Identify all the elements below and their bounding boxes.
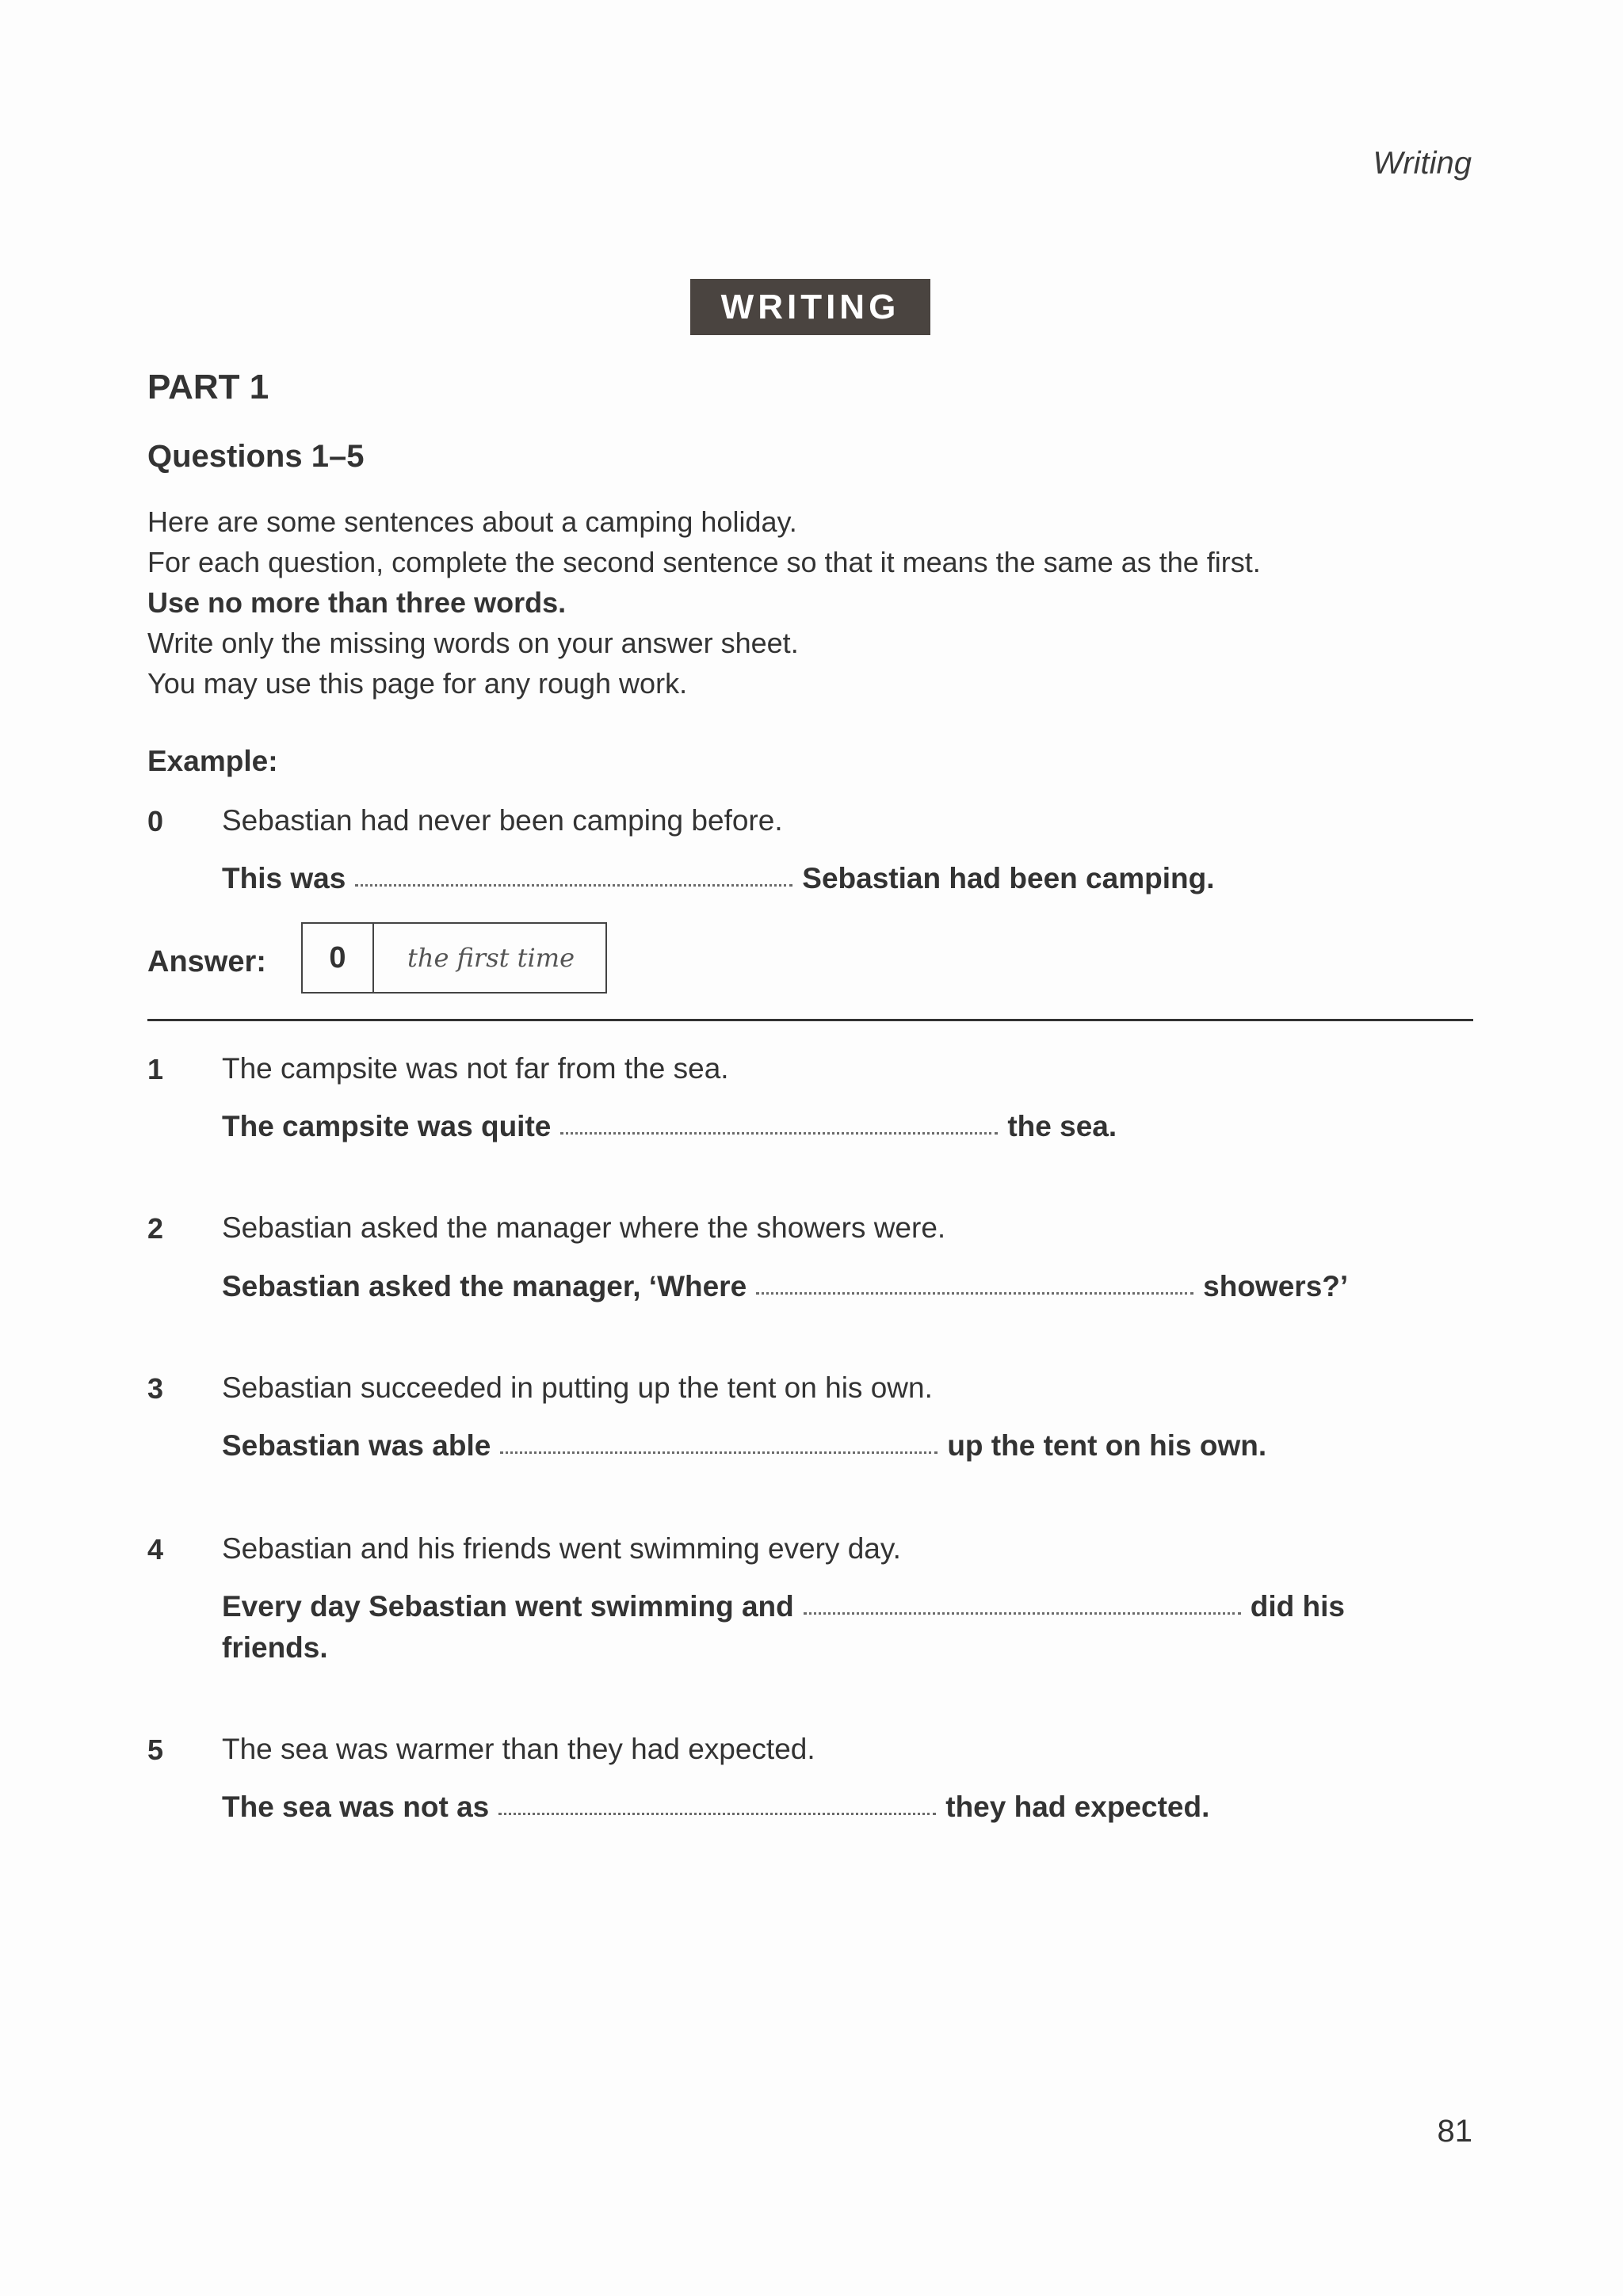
divider xyxy=(147,1019,1473,1021)
question-number: 1 xyxy=(147,1053,164,1085)
question-transform xyxy=(222,1429,1266,1463)
question-sentence: Sebastian asked the manager where the showers were. xyxy=(222,1211,946,1244)
question-prefix: The sea was not as xyxy=(222,1791,490,1823)
question-number: 4 xyxy=(147,1533,164,1566)
example-suffix: Sebastian had been camping. xyxy=(802,862,1215,894)
question-prefix: Sebastian asked the manager, ‘Where xyxy=(222,1270,747,1302)
question-number: 2 xyxy=(147,1212,164,1245)
answer-box xyxy=(301,922,607,994)
answer-blank[interactable] xyxy=(560,1130,998,1135)
question-suffix: up the tent on his own. xyxy=(947,1429,1267,1462)
section-banner: WRITING xyxy=(690,279,930,335)
question-prefix: Sebastian was able xyxy=(222,1429,491,1462)
question-suffix: the sea. xyxy=(1007,1110,1117,1142)
question-transform xyxy=(222,1791,1209,1824)
question-continuation xyxy=(222,1631,328,1665)
question-suffix: showers?’ xyxy=(1203,1270,1349,1302)
answer-blank[interactable] xyxy=(804,1610,1241,1615)
instruction-line: Write only the missing words on your answer sheet. xyxy=(147,627,799,659)
example-transform xyxy=(222,862,1214,895)
example-number: 0 xyxy=(147,805,164,837)
instruction-line-emphasis: Use no more than three words. xyxy=(147,586,567,619)
question-number: 3 xyxy=(147,1372,164,1405)
question-continuation-text: friends. xyxy=(222,1631,328,1664)
question-prefix: The campsite was quite xyxy=(222,1110,552,1142)
question-sentence: The sea was warmer than they had expected. xyxy=(222,1733,815,1765)
question-number: 5 xyxy=(147,1733,164,1766)
question-transform xyxy=(222,1590,1345,1623)
example-sentence: Sebastian had never been camping before. xyxy=(222,804,783,837)
part-title: PART 1 xyxy=(147,368,269,406)
instruction-line: For each question, complete the second sentence so that it means the same as the first. xyxy=(147,546,1261,578)
question-transform xyxy=(222,1270,1348,1303)
example-answer-blank xyxy=(355,882,792,887)
question-prefix: Every day Sebastian went swimming and xyxy=(222,1590,794,1623)
answer-blank[interactable] xyxy=(500,1449,938,1454)
example-label: Example: xyxy=(147,745,278,777)
answer-blank[interactable] xyxy=(498,1810,936,1815)
answer-blank[interactable] xyxy=(756,1290,1193,1295)
questions-range: Questions 1–5 xyxy=(147,439,365,474)
question-sentence: Sebastian succeeded in putting up the tent on his own. xyxy=(222,1371,933,1404)
page-number: 81 xyxy=(1437,2114,1472,2149)
instruction-line: You may use this page for any rough work. xyxy=(147,667,688,700)
question-sentence: Sebastian and his friends went swimming every day. xyxy=(222,1532,901,1565)
question-suffix: they had expected. xyxy=(945,1791,1210,1823)
running-head: Writing xyxy=(1373,146,1472,181)
question-transform xyxy=(222,1110,1117,1143)
question-suffix: did his xyxy=(1250,1590,1345,1623)
instruction-line: Here are some sentences about a camping holiday. xyxy=(147,505,797,538)
answer-box-text: the first time xyxy=(407,943,575,973)
instructions xyxy=(147,502,1261,704)
answer-box-number: 0 xyxy=(303,924,374,992)
question-sentence: The campsite was not far from the sea. xyxy=(222,1052,729,1085)
answer-label: Answer: xyxy=(147,945,266,978)
example-prefix: This was xyxy=(222,862,346,894)
